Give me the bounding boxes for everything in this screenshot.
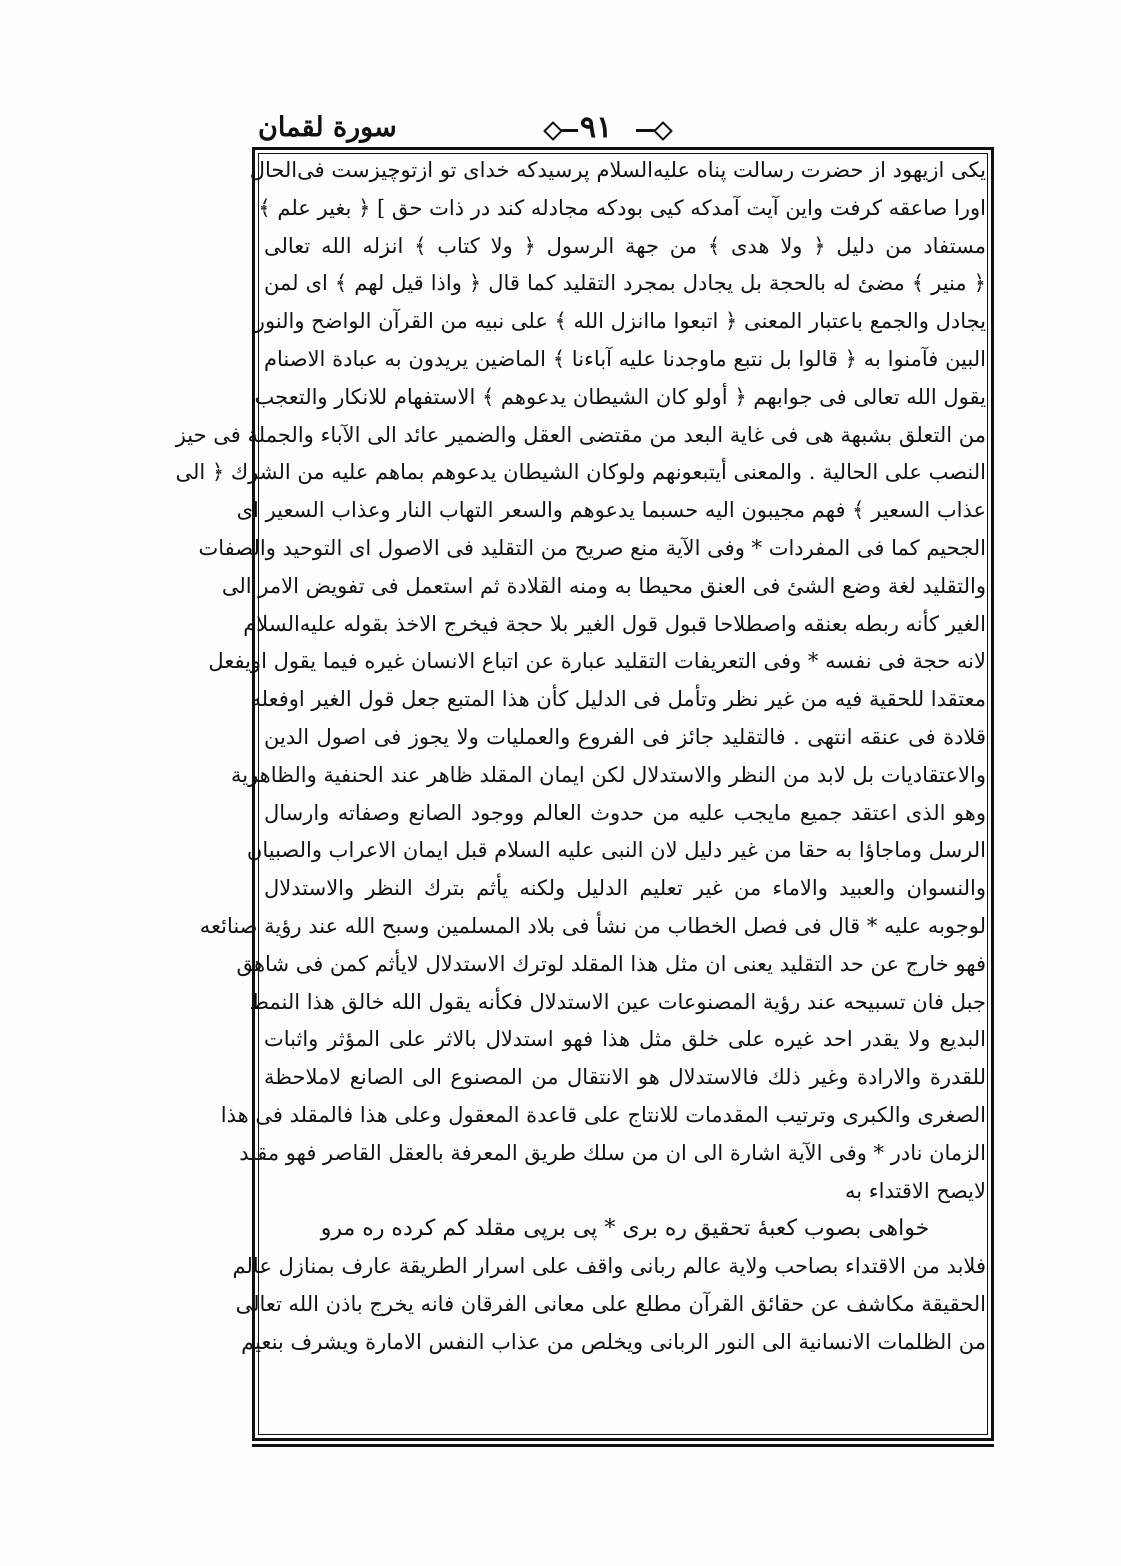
- text-line: وهو الذى اعتقد جميع مايجب عليه من حدوث العالم ووجود الصانع وصفاته وارسال: [264, 800, 986, 825]
- text-line: الزمان نادر * وفى الآية اشارة الى ان من سلك طريق المعرفة بالعقل القاصر فهو مقلد: [239, 1140, 986, 1165]
- text-line: معتقدا للحقية فيه من غير نظر وتأمل فى الدليل كأن هذا المتبع جعل قول الغير اوفعله: [250, 687, 986, 712]
- text-line: الرسل وماجاؤا به حقا من غير دليل لان النبى عليه السلام قبل ايمان الاعراب والصبيان: [246, 838, 986, 863]
- text-line: يكى ازيهود از حضرت رسالت پناه عليه‌السلام پرسيدكه خداى تو ازتوچيزست فى‌الحال: [249, 158, 986, 182]
- text-line: الجحيم كما فى المفردات * وفى الآية منع صريح من التقليد فى الاصول اى التوحيد والصفات: [198, 535, 986, 560]
- verse-line: خواهى بصوب كعبهٔ تحقيق ره برى * پى برپى مقلد كم كرده ره مرو: [320, 1216, 930, 1242]
- text-line: الحقيقة مكاشف عن حقائق القرآن مطلع على معانى الفرقان فانه يخرج باذن الله تعالى: [235, 1291, 986, 1316]
- text-line: من الظلمات الانسانية الى النور الربانى ويخلص من عذاب النفس الامارة ويشرف بنعيم: [241, 1329, 986, 1354]
- text-line: فلابد من الاقتداء بصاحب ولاية عالم ربانى واقف على اسرار الطريقة عارف بمنازل عالم: [232, 1254, 986, 1279]
- text-line: البديع ولا يقدر احد غيره على خلق مثل هذا فهو استدلال بالاثر على المؤثر واثبات: [264, 1027, 986, 1052]
- body-text: [175, 152, 986, 1362]
- text-line: من التعلق بشبهة هى فى غاية البعد من مقتضى العقل والضمير عائد الى الآباء والجملة فى حيز: [175, 422, 986, 447]
- surah-title: سورة لقمان: [258, 112, 397, 143]
- text-line: البين فآمنوا به ﴿ قالوا بل نتبع ماوجدنا عليه آباءنا ﴾ الماضين يريدون به عبادة الاصنام: [264, 346, 986, 371]
- text-line: قلادة فى عنقه انتهى . فالتقليد جائز فى الفروع والعمليات ولا يجوز فى اصول الدين: [264, 724, 986, 749]
- page-number: ٩١: [580, 110, 613, 145]
- text-line: والاعتقاديات بل لابد من النظر والاستدلال لكن ايمان المقلد ظاهر عند الحنفية والظاهرية: [230, 762, 986, 787]
- text-line: للقدرة والارادة وغير ذلك فالاستدلال هو الانتقال من المصنوع الى الصانع لاملاحظة: [264, 1065, 986, 1090]
- text-line: لانه حجة فى نفسه * وفى التعريفات التقليد عبارة عن اتباع الانسان غيره فيما يقول اويفعل: [208, 649, 986, 674]
- text-line: لايصح الاقتداء به: [845, 1178, 986, 1203]
- text-line: اورا صاعقه كرفت واين آيت آمدكه كيى بودكه مجادله كند در ذات حق ] ﴿ بغير علم ﴾: [258, 195, 986, 220]
- text-line: الغير كأنه ربطه بعنقه واصطلاحا قبول قول الغير بلا حجة فيخرج الاخذ بقوله عليه‌السلام: [243, 611, 986, 636]
- text-line: يجادل والجمع باعتبار المعنى ﴿ اتبعوا ماانزل الله ﴾ على نبيه من القرآن الواضح والنور: [254, 309, 986, 334]
- text-line: الصغرى والكبرى وترتيب المقدمات للانتاج على قاعدة المعقول وعلى هذا فالمقلد فى هذا: [220, 1102, 986, 1127]
- text-line: ﴿ منير ﴾ مضئ له بالحجة بل يجادل بمجرد التقليد كما قال ﴿ واذا قيل لهم ﴾ اى لمن: [264, 271, 986, 296]
- text-line: لوجوبه عليه * قال فى فصل الخطاب من نشأ فى بلاد المسلمين وسبح الله عند رؤية صنائعه: [199, 913, 986, 938]
- text-line: والنسوان والعبيد والاماء من غير تعليم الدليل ولكنه يأثم بترك النظر والاستدلال: [264, 876, 986, 901]
- text-line: النصب على الحالية . والمعنى أيتبعونهم ولوكان الشيطان يدعوهم بماهم عليه من الشرك ﴿ الى: [175, 460, 986, 485]
- ornament-left-icon: [552, 129, 578, 132]
- text-line: والتقليد لغة وضع الشئ فى العنق محيطا به ومنه القلادة ثم استعمل فى تفويض الامر الى: [221, 573, 986, 598]
- text-line: عذاب السعير ﴾ فهم مجيبون اليه حسبما يدعوهم والسعر التهاب النار وعذاب السعير اى: [236, 498, 986, 523]
- text-line: يقول الله تعالى فى جوابهم ﴿ أولو كان الشيطان يدعوهم ﴾ الاستفهام للانكار والتعجب: [254, 384, 986, 409]
- text-line: فهو خارج عن حد التقليد يعنى ان مثل هذا المقلد لوترك الاستدلال لايأثم كمن فى شاهق: [236, 951, 986, 976]
- text-line: جبل فان تسبيحه عند رؤية المصنوعات عين الاستدلال فكأنه يقول الله خالق هذا النمط: [249, 989, 986, 1014]
- page-header: [252, 108, 994, 148]
- text-line: مستفاد من دليل ﴿ ولا هدى ﴾ من جهة الرسول ﴿ ولا كتاب ﴾ انزله الله تعالى: [264, 233, 986, 258]
- ornament-right-icon: [636, 129, 664, 132]
